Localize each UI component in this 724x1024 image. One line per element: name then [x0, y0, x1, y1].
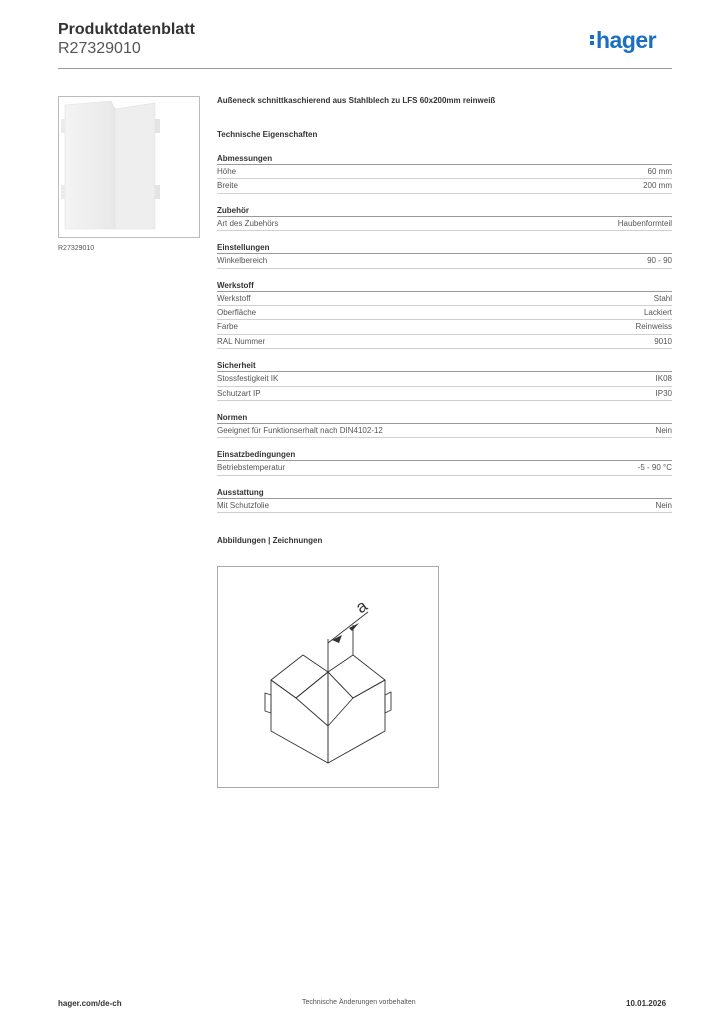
- section-title: Sicherheit: [217, 360, 672, 372]
- spec-value: IK08: [655, 374, 672, 384]
- spec-row: [217, 372, 672, 386]
- section-einstellungen: [217, 242, 672, 268]
- spec-label: Werkstoff: [217, 293, 251, 303]
- spec-value: 90 - 90: [647, 256, 672, 266]
- drawings-title: Abbildungen | Zeichnungen: [217, 536, 323, 546]
- spec-label: Oberfläche: [217, 307, 257, 317]
- spec-label: Breite: [217, 181, 238, 191]
- spec-value: Stahl: [653, 293, 672, 303]
- spec-row: [217, 179, 672, 193]
- spec-value: Reinweiss: [635, 322, 672, 332]
- header-divider: [58, 68, 672, 69]
- product-image: [58, 96, 200, 238]
- spec-row: [217, 165, 672, 179]
- spec-value: Lackiert: [643, 307, 672, 317]
- spec-row: [217, 254, 672, 268]
- spec-value: Haubenformteil: [617, 218, 672, 228]
- spec-label: RAL Nummer: [217, 336, 266, 346]
- spec-row: [217, 306, 672, 320]
- section-einsatzbedingungen: [217, 449, 672, 475]
- section-normen: [217, 412, 672, 438]
- spec-row: [217, 424, 672, 438]
- corner-drawing-icon: [218, 567, 438, 787]
- spec-label: Stossfestigkeit IK: [217, 374, 279, 384]
- spec-label: Geeignet für Funktionserhalt nach DIN4102-12: [217, 425, 383, 435]
- spec-row: [217, 217, 672, 231]
- section-title: Ausstattung: [217, 487, 672, 499]
- technical-drawing: [217, 566, 439, 788]
- spec-row: [217, 335, 672, 349]
- section-sicherheit: [217, 360, 672, 401]
- section-title: Einstellungen: [217, 242, 672, 254]
- hager-logo[interactable]: [590, 27, 656, 54]
- spec-value: Nein: [655, 500, 672, 510]
- product-description: Außeneck schnittkaschierend aus Stahlblech zu LFS 60x200mm reinweiß: [217, 96, 496, 105]
- spec-label: Winkelbereich: [217, 256, 268, 266]
- spec-content: [217, 96, 672, 547]
- spec-row: [217, 387, 672, 401]
- section-werkstoff: [217, 280, 672, 350]
- page-title: Produktdatenblatt: [58, 21, 195, 38]
- dimension-label: a: [352, 596, 371, 618]
- footer-notice: Technische Änderungen vorbehalten: [302, 999, 416, 1006]
- product-image-caption: R27329010: [58, 245, 95, 252]
- section-abmessungen: [217, 153, 672, 194]
- footer-date: 10.01.2026: [626, 999, 667, 1008]
- section-title: Zubehör: [217, 205, 672, 217]
- spec-value: IP30: [655, 388, 672, 398]
- spec-label: Höhe: [217, 167, 237, 176]
- section-zubehoer: [217, 205, 672, 231]
- spec-label: Betriebstemperatur: [217, 463, 286, 473]
- spec-label: Farbe: [217, 322, 238, 332]
- product-code: R27329010: [58, 40, 141, 57]
- tech-properties-title: Technische Eigenschaften: [217, 130, 318, 139]
- section-title: Einsatzbedingungen: [217, 449, 672, 461]
- spec-value: -5 - 90 °C: [637, 463, 672, 473]
- spec-label: Art des Zubehörs: [217, 218, 279, 228]
- section-ausstattung: [217, 487, 672, 513]
- footer-website-link[interactable]: hager.com/de-ch: [58, 999, 122, 1008]
- section-title: Werkstoff: [217, 280, 672, 292]
- spec-row: [217, 320, 672, 334]
- spec-value: 200 mm: [643, 181, 672, 191]
- spec-label: Mit Schutzfolie: [217, 500, 270, 510]
- spec-row: [217, 499, 672, 513]
- section-title: Normen: [217, 412, 672, 424]
- spec-value: 60 mm: [647, 167, 672, 176]
- spec-value: Nein: [655, 425, 672, 435]
- section-title: Abmessungen: [217, 153, 672, 165]
- spec-row: [217, 461, 672, 475]
- logo-text: hager: [596, 27, 657, 53]
- product-photo-icon: [59, 97, 199, 237]
- spec-label: Schutzart IP: [217, 388, 261, 398]
- spec-row: [217, 292, 672, 306]
- spec-value: 9010: [654, 336, 672, 346]
